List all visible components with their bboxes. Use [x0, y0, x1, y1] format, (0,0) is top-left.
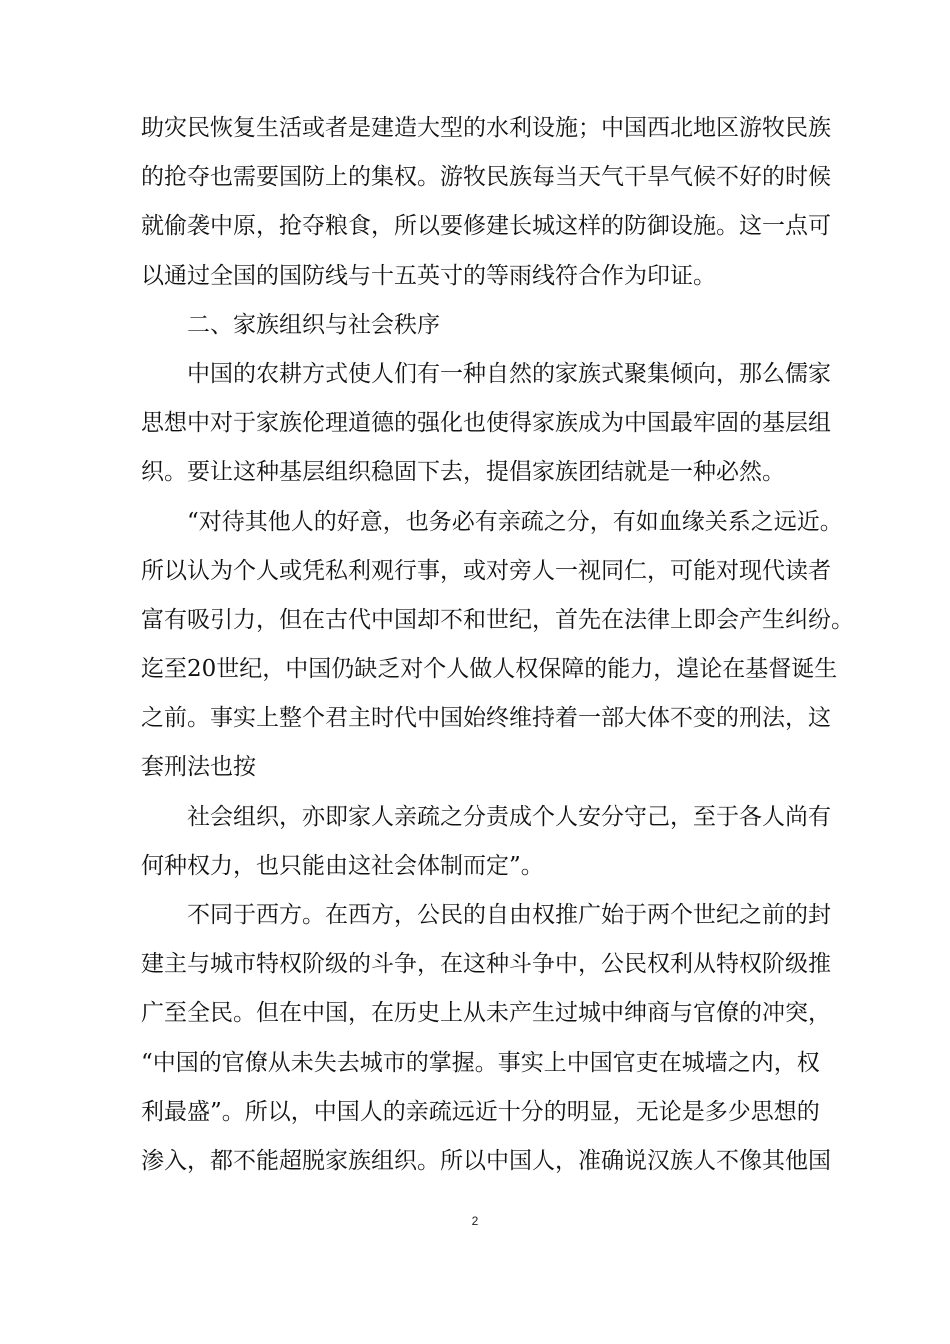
text-line-3: 就偷袭中原，抢夺粮食，所以要修建长城这样的防御设施。这一点可 [141, 213, 831, 240]
text-line-9: “对待其他人的好意，也务必有亲疏之分，有如血缘关系之远近。 [141, 508, 843, 535]
text-line-14: 套刑法也按 [141, 754, 256, 781]
text-line-8: 织。要让这种基层组织稳固下去，提倡家族团结就是一种必然。 [141, 459, 785, 486]
text-line-20: “中国的官僚从未失去城市的掌握。事实上中国官吏在城墙之内，权 [141, 1049, 820, 1076]
text-line-12: 迄至20世纪，中国仍缺乏对个人做人权保障的能力，遑论在基督诞生 [141, 656, 838, 683]
text-line-15: 社会组织，亦即家人亲疏之分责成个人安分守己，至于各人尚有 [141, 803, 831, 830]
text-line-18: 建主与城市特权阶级的斗争，在这种斗争中，公民权利从特权阶级推 [141, 951, 831, 978]
text-line-2: 的抢夺也需要国防上的集权。游牧民族每当天气干旱气候不好的时候 [141, 164, 831, 191]
text-line-22: 渗入，都不能超脱家族组织。所以中国人，准确说汉族人不像其他国 [141, 1147, 831, 1174]
text-line-17: 不同于西方。在西方，公民的自由权推广始于两个世纪之前的封 [141, 902, 831, 928]
text-line-6: 中国的农耕方式使人们有一种自然的家族式聚集倾向，那么儒家 [141, 360, 831, 387]
section-heading: 二、家族组织与社会秩序 [141, 311, 440, 338]
text-line-11: 富有吸引力，但在古代中国却不和世纪，首先在法律上即会产生纠纷。 [141, 606, 854, 633]
page-number: 2 [471, 1214, 479, 1228]
text-line-13: 之前。事实上整个君主时代中国始终维持着一部大体不变的刑法，这 [141, 705, 831, 732]
text-line-4: 以通过全国的国防线与十五英寸的等雨线符合作为印证。 [141, 262, 716, 289]
body-text [141, 104, 854, 1186]
text-line-21: 利最盛”。所以，中国人的亲疏远近十分的明显，无论是多少思想的 [141, 1098, 820, 1125]
text-line-1: 助灾民恢复生活或者是建造大型的水利设施；中国西北地区游牧民族 [141, 115, 831, 141]
text-line-19: 广至全民。但在中国，在历史上从未产生过城中绅商与官僚的冲突， [141, 1000, 831, 1027]
text-line-7: 思想中对于家族伦理道德的强化也使得家族成为中国最牢固的基层组 [141, 410, 831, 437]
text-line-16: 何种权力，也只能由这社会体制而定”。 [141, 852, 544, 879]
text-line-10: 所以认为个人或凭私利观行事，或对旁人一视同仁，可能对现代读者 [141, 557, 831, 584]
